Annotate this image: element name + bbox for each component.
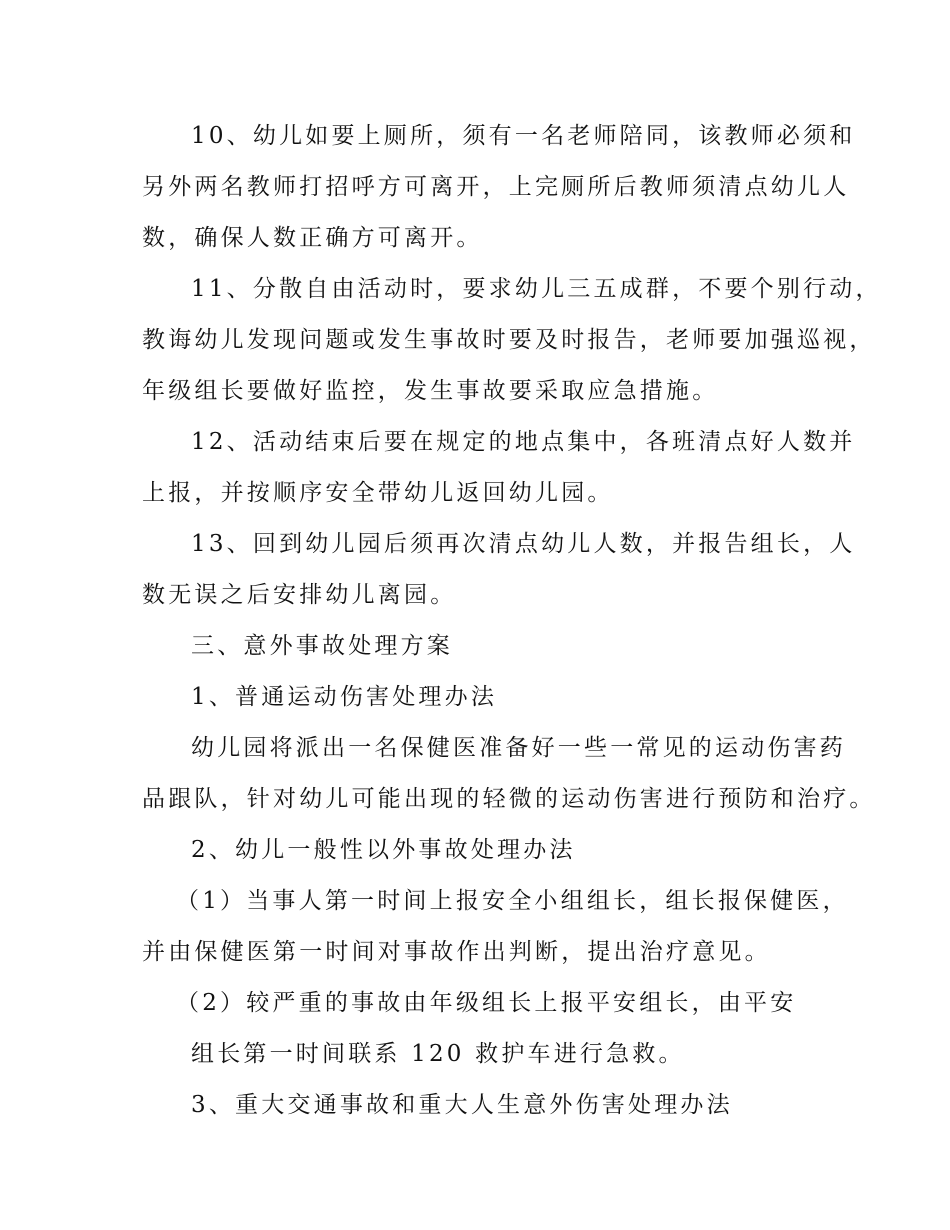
paragraph-10-line-1: 10、幼儿如要上厕所，须有一名老师陪同，该教师必须和 [191, 123, 856, 149]
paragraph-12-line-2: 上报，并按顺序安全带幼儿返回幼儿园。 [142, 480, 614, 506]
subsection-1-paragraph-line-1: 幼儿园将派出一名保健医准备好一些一常见的运动伤害药 [191, 735, 846, 761]
item-1-line-2: 并由保健医第一时间对事故作出判断，提出治疗意见。 [142, 939, 771, 965]
paragraph-12-line-1: 12、活动结束后要在规定的地点集中，各班清点好人数并 [191, 429, 856, 455]
paragraph-11-line-2: 教诲幼儿发现问题或发生事故时要及时报告，老师要加强巡视， [142, 327, 876, 353]
section-3-heading: 三、意外事故处理方案 [191, 633, 453, 659]
paragraph-13-line-1: 13、回到幼儿园后须再次清点幼儿人数，并报告组长，人 [191, 531, 856, 557]
subsection-1-heading: 1、普通运动伤害处理办法 [191, 684, 498, 710]
item-2-line-1: （2）较严重的事故由年级组长上报平安组长，由平安 [176, 990, 797, 1016]
paragraph-10-line-2: 另外两名教师打招呼方可离开，上完厕所后教师须清点幼儿人 [142, 174, 850, 200]
item-1-line-1: （1）当事人第一时间上报安全小组组长，组长报保健医， [176, 888, 849, 914]
paragraph-13-line-2: 数无误之后安排幼儿离园。 [142, 582, 457, 608]
subsection-1-paragraph-line-2: 品跟队，针对幼儿可能出现的轻微的运动伤害进行预防和治疗。 [142, 786, 876, 812]
subsection-2-heading: 2、幼儿一般性以外事故处理办法 [191, 837, 576, 863]
paragraph-10-line-3: 数，确保人数正确方可离开。 [142, 225, 483, 251]
paragraph-11-line-1: 11、分散自由活动时，要求幼儿三五成群，不要个别行动， [191, 276, 882, 302]
subsection-3-heading: 3、重大交通事故和重大人生意外伤害处理办法 [191, 1092, 733, 1118]
item-2-line-2: 组长第一时间联系 120 救护车进行急救。 [191, 1041, 685, 1067]
paragraph-11-line-3: 年级组长要做好监控，发生事故要采取应急措施。 [142, 378, 719, 404]
